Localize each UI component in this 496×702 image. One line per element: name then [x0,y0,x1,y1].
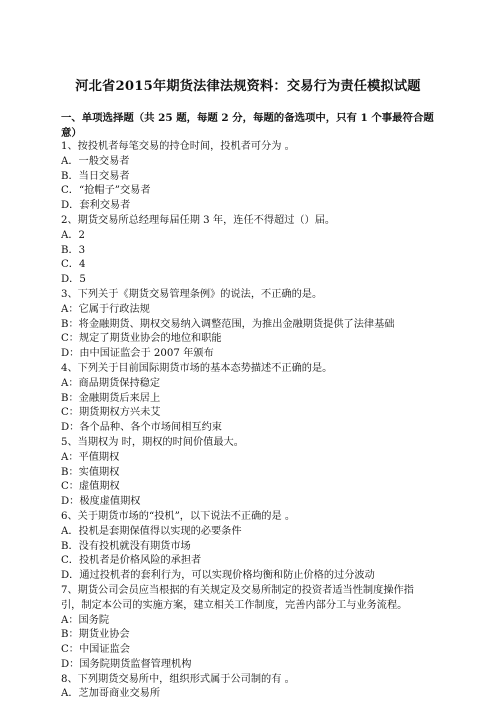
text-line: 6、关于期货市场的“投机”，以下说法不正确的是 。 [61,510,296,522]
text-line: C．4 [61,259,86,271]
text-line: C：期货期权方兴未艾 [61,407,161,419]
text-line: C：中国证监会 [61,644,130,656]
text-line: D．通过投机者的套利行为，可以实现价格均衡和防止价格的过分波动 [61,570,375,582]
text-line: C：虚值期权 [61,481,120,493]
text-line: A：它属于行政法规 [61,303,150,315]
text-line: A．芝加哥商业交易所 [61,688,161,700]
text-line: C：规定了期货业协会的地位和职能 [61,333,222,345]
text-line: 1、按投机者每笔交易的持仓时间，投机者可分为 。 [61,141,295,152]
text-line: 8、下列期货交易所中，组织形式属于公司制的有 。 [61,673,295,685]
text-line: 7、期货公司会员应当根据的有关规定及交易所制定的投资者适当性制度操作指 [61,584,414,596]
text-line: B．没有投机就没有期货市场 [61,540,191,552]
text-line: 5、当期权为 时，期权的时间价值最大。 [61,436,244,448]
text-line: A．一般交易者 [61,155,130,167]
text-line: 引，制定本公司的实施方案，建立相关工作制度，完善内部分工与业务流程。 [61,599,408,611]
text-line: D：国务院期货监督管理机构 [61,658,192,670]
text-line: 3、下列关于《期货交易管理条例》的说法，不正确的是。 [61,288,323,300]
document-title: 河北省2015年期货法律法规资料：交易行为责任模拟试题 [75,79,421,94]
text-line: B．当日交易者 [61,170,130,182]
question-body [61,140,441,702]
text-line: D．5 [61,274,86,286]
text-line: B：实值期权 [61,466,120,478]
text-line: B．3 [61,244,86,256]
text-line: D．套利交易者 [61,200,131,212]
text-line: B：金融期货后来居上 [61,392,161,404]
text-line: D：各个品种、各个市场间相互约束 [61,422,222,434]
text-line: 4、下列关于目前国际期货市场的基本态势描述不正确的是。 [61,362,333,374]
text-line: A．投机是套期保值得以实现的必要条件 [61,525,242,537]
text-line: 2、期货交易所总经理每届任期 3 年，连任不得超过（）届。 [61,214,336,226]
text-line: A：国务院 [61,614,110,626]
text-line: A．2 [61,229,86,241]
text-line: C．“抢帽子”交易者 [61,185,151,197]
text-line: D：极度虚值期权 [61,496,141,508]
text-line: B：将金融期货、期权交易纳入调整范围，为推出金融期货提供了法律基础 [61,318,395,330]
text-line: D：由中国证监会于 2007 年颁布 [61,348,214,360]
text-line: B：期货业协会 [61,629,130,641]
text-line: A：商品期货保持稳定 [61,377,161,389]
text-line: A：平值期权 [61,451,120,463]
text-line: C．投机者是价格风险的承担者 [61,555,202,567]
section-heading: 一、单项选择题（共 25 题，每题 2 分，每题的备选项中，只有 1 个事最符合题意） [61,112,434,139]
